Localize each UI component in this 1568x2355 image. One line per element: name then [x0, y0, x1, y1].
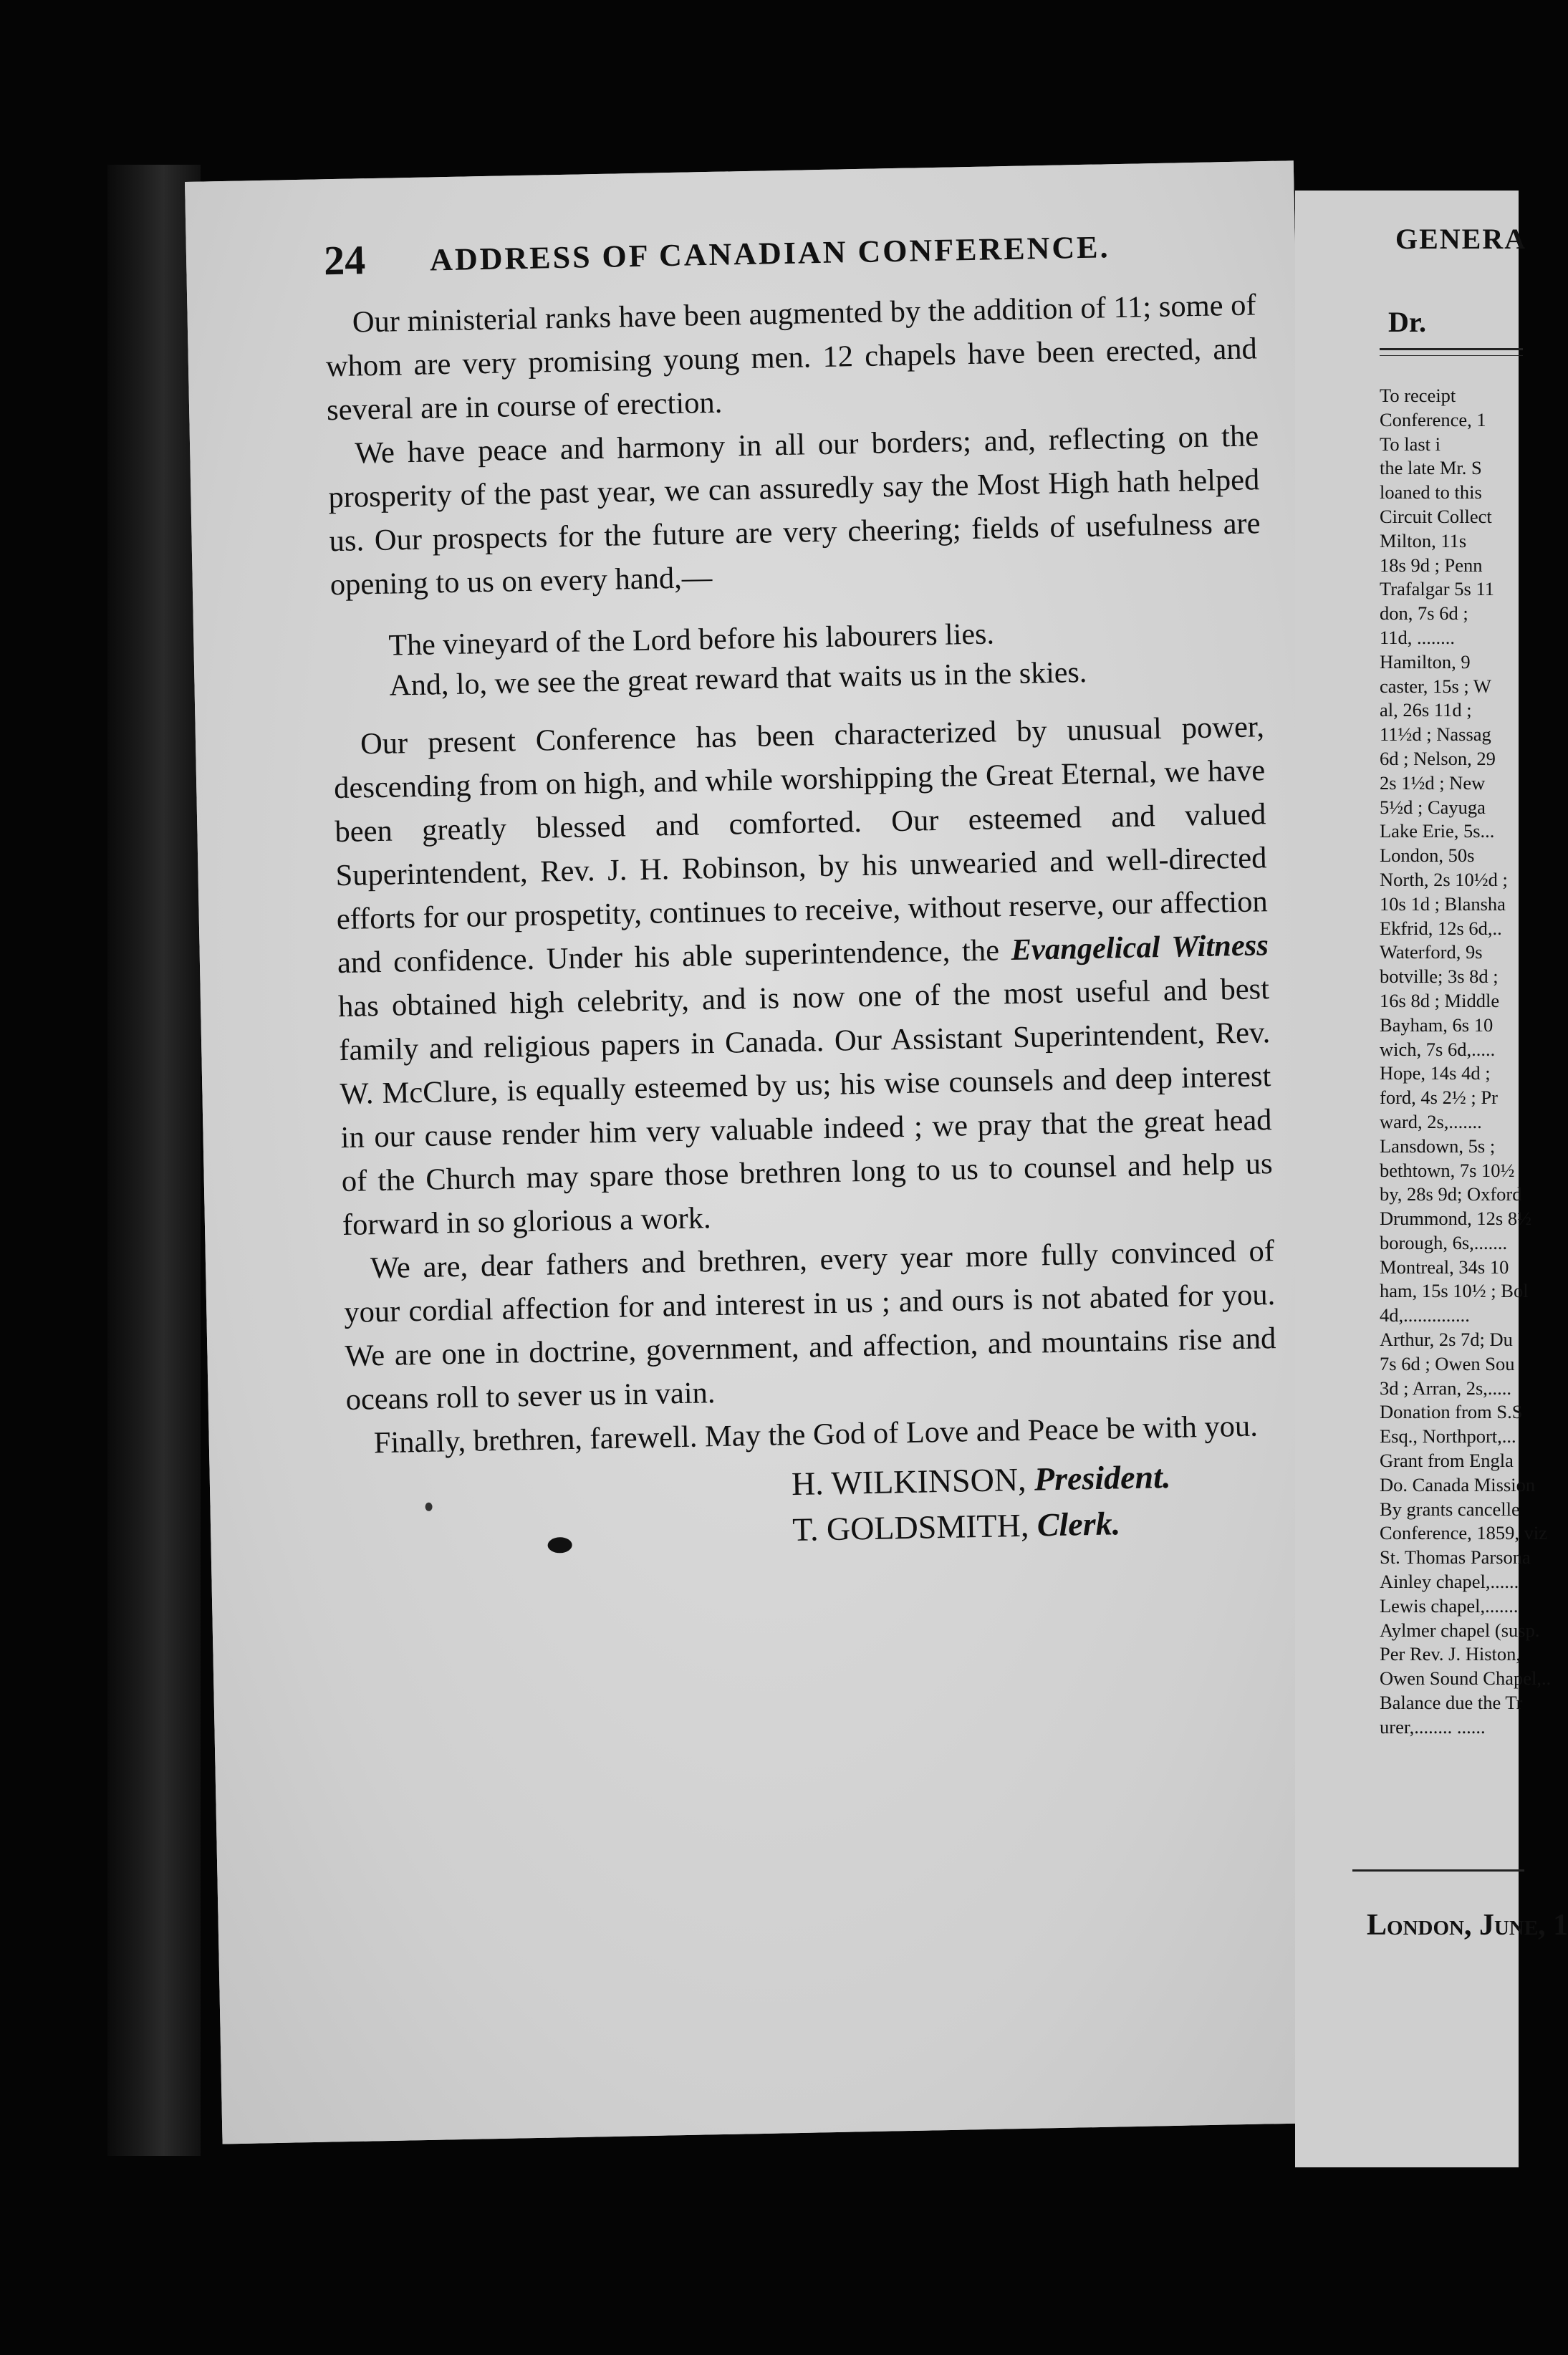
ledger-line: Drummond, 12s 8½: [1380, 1208, 1531, 1230]
ledger-line: 4d,..............: [1380, 1304, 1470, 1326]
ledger-line: Aylmer chapel (susp.: [1380, 1619, 1540, 1641]
ledger-line: 6d ; Nelson, 29: [1380, 747, 1496, 769]
ledger-line: Ainley chapel,......: [1380, 1571, 1519, 1593]
ledger-line: botville; 3s 8d ;: [1380, 965, 1499, 988]
ledger-line: Hamilton, 9: [1380, 650, 1471, 673]
ledger-line: Arthur, 2s 7d; Du: [1380, 1329, 1513, 1351]
ledger-line: To receipt: [1380, 385, 1456, 406]
ledger-line: Do. Canada Mission: [1380, 1473, 1536, 1496]
ledger-line: borough, 6s,.......: [1380, 1231, 1508, 1253]
right-running-title: GENERA: [1395, 223, 1527, 255]
signature-name: H. WILKINSON,: [791, 1460, 1026, 1503]
left-page: [185, 160, 1331, 2144]
ledger-line: Esq., Northport,...: [1380, 1425, 1516, 1448]
page-number: 24: [323, 236, 366, 284]
ledger-line: Balance due the Tr: [1380, 1692, 1523, 1714]
ledger-line: North, 2s 10½d ;: [1380, 868, 1508, 890]
ledger-line: Montreal, 34s 10: [1380, 1256, 1509, 1278]
ledger-line: Lewis chapel,.......: [1380, 1594, 1519, 1617]
ledger-line: Donation from S.S: [1380, 1401, 1523, 1423]
ledger-line: Per Rev. J. Histon,: [1380, 1643, 1521, 1665]
ledger-column: [1380, 384, 1552, 1740]
ledger-line: Conference, 1859, viz: [1380, 1522, 1547, 1544]
ledger-line: 7s 6d ; Owen Sou: [1380, 1352, 1515, 1374]
ledger-line: Trafalgar 5s 11: [1380, 578, 1494, 600]
verse-line-2: And, lo, we see the great reward that waits us in the skies.: [389, 655, 1087, 703]
verse-line-1: The vineyard of the Lord before his labourers lies.: [388, 617, 995, 663]
paragraph-3-part-2: has obtained high celebrity, and is now one of the most useful and best family and religious papers in Canada. Our Assistant Superintendent, Rev. W. McClure, is equally esteemed by us; his wise counsels and deep interest in our cause render him very valuable indeed ; we pray that the great head of the Church may spare those brethren long to us to counsel and help us forward in so glorious a work.: [337, 972, 1274, 1243]
signature-name: T. GOLDSMITH,: [792, 1506, 1029, 1549]
ledger-line: ford, 4s 2½ ; Pr: [1380, 1087, 1498, 1109]
ledger-line: By grants cancelle: [1380, 1498, 1520, 1520]
paragraph-2: We have peace and harmony in all our borders; and, reflecting on the prosperity of the past year, we can assuredly say the Most High hath helped us. Our prospects for the future are very cheering; fields of usefulness are opening to us on every hand,—: [328, 419, 1261, 602]
signature-role: President.: [1034, 1458, 1171, 1498]
ledger-line: Circuit Collect: [1380, 505, 1492, 527]
header-rule-thin: [1380, 355, 1523, 356]
paragraph-3-part-1: Our present Conference has been characterized by unusual power, descending from on high, and while worshipping the Great Eternal, we have been greatly blessed and comforted. Our esteemed and valued Superintendent, Rev. J. H. Robinson, by his unwearied and well-directed efforts for our prospetity, continues to receive, without reserve, our affection and confidence. Under his able superintendence, the: [333, 710, 1269, 981]
ledger-line: Lansdown, 5s ;: [1380, 1135, 1496, 1157]
ink-speck: [425, 1503, 432, 1511]
ledger-line: by, 28s 9d; Oxford: [1380, 1183, 1522, 1205]
ledger-line: al, 26s 11d ;: [1380, 699, 1472, 721]
ledger-line: 2s 1½d ; New: [1380, 771, 1486, 794]
ledger-line: Lake Erie, 5s...: [1380, 820, 1495, 842]
ledger-line: loaned to this: [1380, 481, 1482, 504]
ledger-line: ham, 15s 10½ ; Bol: [1380, 1280, 1529, 1302]
paragraph-1: Our ministerial ranks have been augmented by the addition of 11; some of whom are very promising young men. 12 chapels have been erected, and several are in course of erection.: [325, 288, 1258, 428]
ledger-line: Hope, 14s 4d ;: [1380, 1062, 1491, 1084]
book-binding: [107, 165, 201, 2156]
ledger-line: Owen Sound Chapel,..: [1380, 1667, 1552, 1690]
right-page-footer: London, June, 1: [1367, 1909, 1568, 1942]
ledger-line: Conference, 1: [1380, 408, 1486, 430]
ledger-line: 18s 9d ; Penn: [1380, 554, 1483, 576]
left-page-text: [324, 218, 1280, 1561]
ledger-line: Milton, 11s: [1380, 529, 1467, 552]
right-page: [1295, 191, 1568, 2167]
footer-rule: [1352, 1869, 1524, 1872]
ledger-line: St. Thomas Parsona: [1380, 1546, 1531, 1569]
signature-block: [791, 1452, 1279, 1553]
ledger-line: the late Mr. S: [1380, 457, 1482, 479]
signature-role: Clerk.: [1036, 1505, 1121, 1543]
paragraph-5: Finally, brethren, farewell. May the God of Love and Peace be with you.: [373, 1409, 1259, 1460]
ledger-line: Waterford, 9s: [1380, 941, 1483, 963]
publication-title: Evangelical Witness: [1011, 928, 1269, 968]
ledger-line: 11½d ; Nassag: [1380, 723, 1491, 746]
ledger-line: urer,........ ......: [1380, 1715, 1486, 1738]
ledger-line: bethtown, 7s 10½: [1380, 1159, 1515, 1181]
ledger-line: 5½d ; Cayuga: [1380, 796, 1486, 818]
paragraph-3: [333, 705, 1274, 1247]
verse-quote: [388, 609, 1264, 705]
ledger-line: ward, 2s,.......: [1380, 1110, 1482, 1132]
running-title: ADDRESS OF CANADIAN CONFERENCE.: [429, 229, 1110, 278]
ledger-line: Grant from Engla: [1380, 1450, 1514, 1472]
ledger-line: 3d ; Arran, 2s,.....: [1380, 1377, 1512, 1399]
ledger-line: 10s 1d ; Blansha: [1380, 892, 1506, 915]
ledger-line: wich, 7s 6d,.....: [1380, 1038, 1496, 1060]
ledger-line: 11d, ........: [1380, 626, 1456, 648]
ledger-line: To last i: [1380, 433, 1440, 455]
ledger-line: don, 7s 6d ;: [1380, 602, 1468, 625]
ledger-line: Bayham, 6s 10: [1380, 1013, 1494, 1036]
signature-clerk: [792, 1498, 1280, 1553]
ledger-column-head: Dr.: [1388, 306, 1426, 338]
ledger-line: London, 50s: [1380, 844, 1475, 867]
ledger-line: Ekfrid, 12s 6d,..: [1380, 917, 1502, 939]
header-rule: [1380, 348, 1523, 350]
ledger-line: caster, 15s ; W: [1380, 675, 1491, 697]
paragraph-4: We are, dear fathers and brethren, every year more fully convinced of your cordial affection for and interest in us ; and ours is not abated for you. We are one in doctrine, government, and affection, and mountains rise and oceans roll to sever us in vain.: [343, 1234, 1276, 1417]
ledger-line: 16s 8d ; Middle: [1380, 989, 1500, 1011]
